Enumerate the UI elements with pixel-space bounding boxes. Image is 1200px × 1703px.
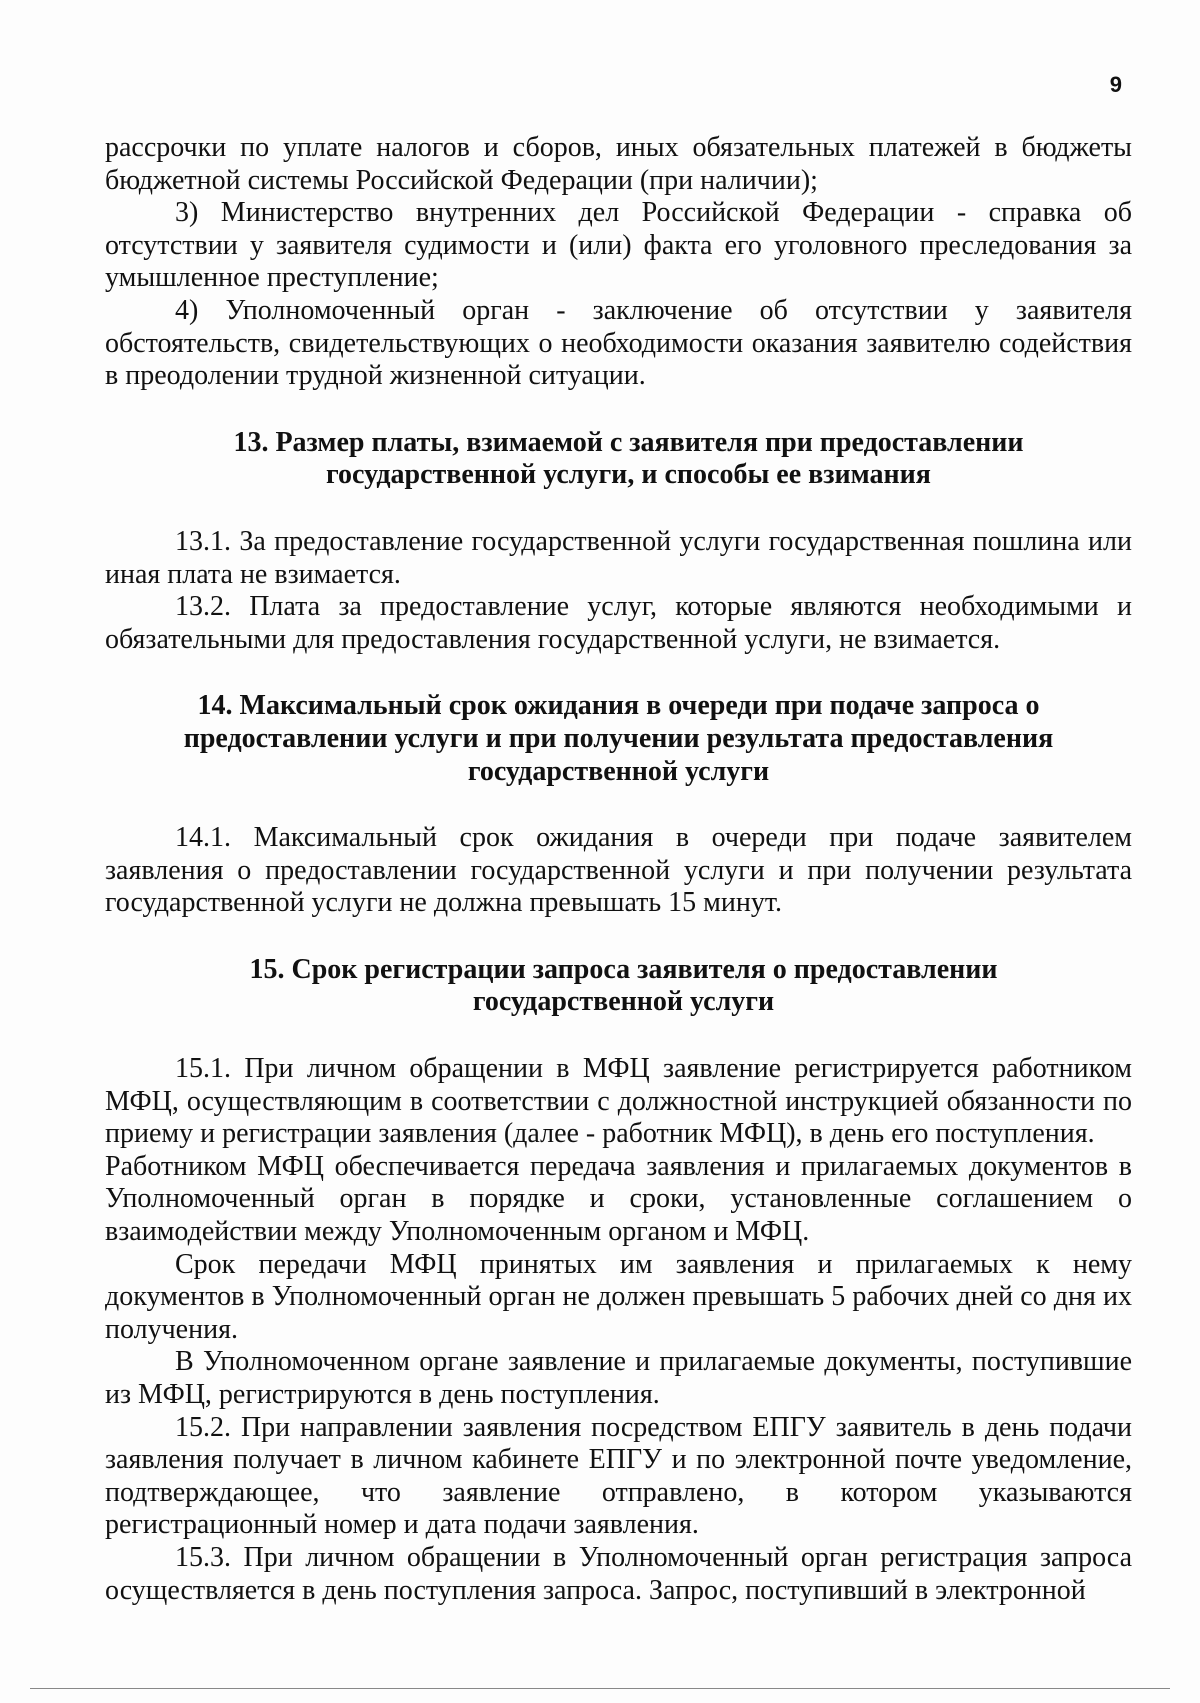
paragraph: 15.1. При личном обращении в МФЦ заявление регистрируется работником МФЦ, осуществляющим в соответствии с должностной инструкцией обязанности по приему и регистрации заявления (далее - работник МФЦ), в день его поступления. xyxy=(105,1053,1132,1150)
heading-line: 13. Размер платы, взимаемой с заявителя при предоставлении xyxy=(233,426,1024,458)
paragraph: рассрочки по уплате налогов и сборов, иных обязательных платежей в бюджеты бюджетной системы Российской Федерации (при наличии); xyxy=(105,132,1132,196)
scan-edge-line xyxy=(30,1688,1170,1689)
section-15-heading xyxy=(105,954,1132,1019)
paragraph: В Уполномоченном органе заявление и прилагаемые документы, поступившие из МФЦ, регистрируются в день поступления. xyxy=(105,1346,1132,1410)
page-number: 9 xyxy=(1109,72,1122,97)
heading-line: государственной услуги, и способы ее взимания xyxy=(326,459,931,491)
document-body xyxy=(105,132,1132,1607)
paragraph: Работником МФЦ обеспечивается передача заявления и прилагаемых документов в Уполномоченный орган в порядке и сроки, установленные соглашением о взаимодействии между Уполномоченным органом и МФЦ. xyxy=(105,1150,1132,1248)
paragraph: 15.2. При направлении заявления посредством ЕПГУ заявитель в день подачи заявления получает в личном кабинете ЕПГУ и по электронной почте уведомление, подтверждающее, что заявление отправлено, в котором указываются регистрационный номер и дата подачи заявления. xyxy=(105,1411,1132,1541)
paragraph: 15.3. При личном обращении в Уполномоченный орган регистрация запроса осуществляется в день поступления запроса. Запрос, поступивший в электронной xyxy=(105,1541,1132,1606)
paragraph: 4) Уполномоченный орган - заключение об отсутствии у заявителя обстоятельств, свидетельствующих о необходимости оказания заявителю содействия в преодолении трудной жизненной ситуации. xyxy=(105,294,1132,392)
heading-line: 15. Срок регистрации запроса заявителя о предоставлении xyxy=(249,953,998,985)
paragraph: 13.1. За предоставление государственной услуги государственная пошлина или иная плата не взимается. xyxy=(105,525,1132,590)
paragraph: Срок передачи МФЦ принятых им заявления и прилагаемых к нему документов в Уполномоченный орган не должен превышать 5 рабочих дней со дня их получения. xyxy=(105,1248,1132,1345)
section-13-heading xyxy=(105,427,1132,492)
heading-line: государственной услуги xyxy=(467,755,770,787)
heading-line: 14. Максимальный срок ожидания в очереди при подаче запроса о xyxy=(197,690,1040,722)
heading-line: государственной услуги xyxy=(472,986,775,1018)
heading-line: предоставлении услуги и при получении результата предоставления xyxy=(183,722,1054,754)
paragraph: 13.2. Плата за предоставление услуг, которые являются необходимыми и обязательными для предоставления государственной услуги, не взимается. xyxy=(105,591,1132,655)
section-14-heading xyxy=(105,690,1132,788)
paragraph: 3) Министерство внутренних дел Российской Федерации - справка об отсутствии у заявителя судимости и (или) факта его уголовного преследования за умышленное преступление; xyxy=(105,197,1132,294)
paragraph: 14.1. Максимальный срок ожидания в очереди при подаче заявителем заявления о предоставлении государственной услуги и при получении результата государственной услуги не должна превышать 15 минут. xyxy=(105,822,1132,919)
